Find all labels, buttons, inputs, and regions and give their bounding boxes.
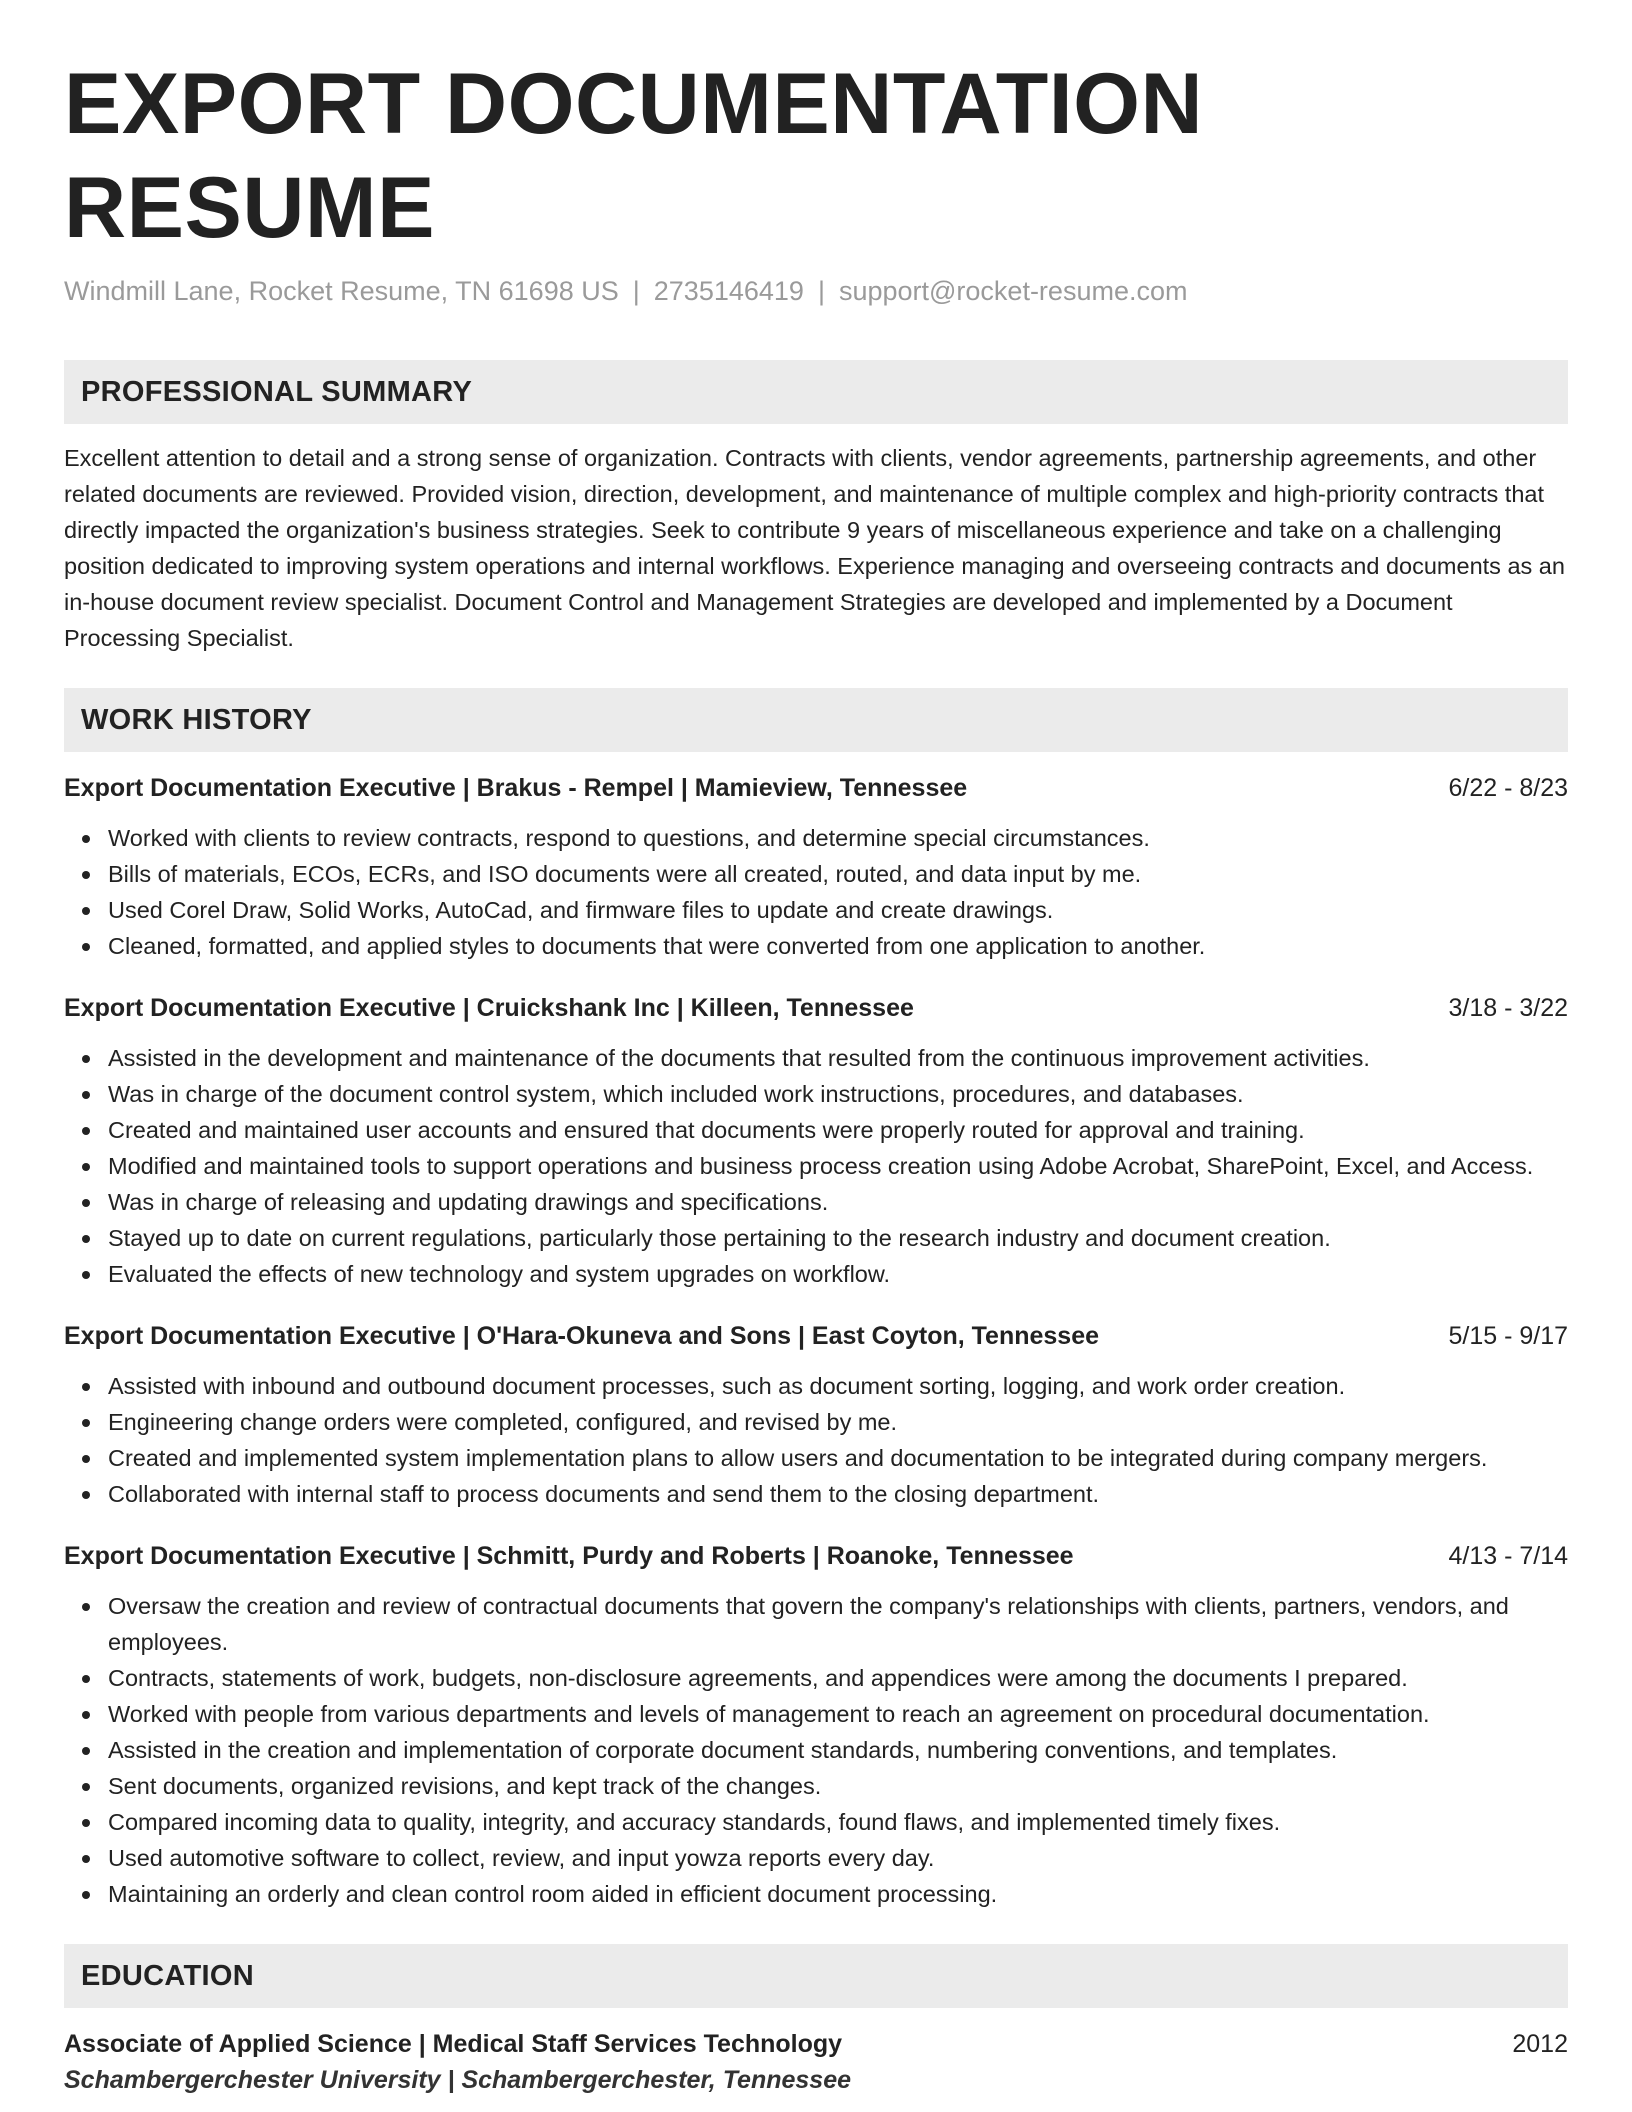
job-bullet: Oversaw the creation and review of contractual documents that govern the company's relationships with clients, partners, vendors, and employees.: [108, 1588, 1568, 1660]
job-bullet: Worked with clients to review contracts, respond to questions, and determine special circumstances.: [108, 820, 1568, 856]
job-entry: [64, 1538, 1568, 1912]
job-bullet: Assisted with inbound and outbound document processes, such as document sorting, logging, and work order creation.: [108, 1368, 1568, 1404]
job-bullet-list: [64, 1040, 1568, 1292]
job-bullet: Was in charge of the document control system, which included work instructions, procedures, and databases.: [108, 1076, 1568, 1112]
job-entry: [64, 1318, 1568, 1512]
job-bullet: Created and maintained user accounts and ensured that documents were properly routed for approval and training.: [108, 1112, 1568, 1148]
education-entry: [64, 2026, 1568, 2098]
section-header-work-history: WORK HISTORY: [64, 688, 1568, 752]
job-bullet: Engineering change orders were completed, configured, and revised by me.: [108, 1404, 1568, 1440]
education-degree: Associate of Applied Science | Medical Staff Services Technology: [64, 2030, 843, 2058]
education-year: 2012: [1512, 2030, 1568, 2058]
education-school: Schambergerchester University | Schambergerchester, Tennessee: [64, 2066, 851, 2094]
job-dates: 4/13 - 7/14: [1448, 1542, 1568, 1570]
job-heading-row: [64, 1538, 1568, 1574]
resume-title: EXPORT DOCUMENTATION RESUME: [64, 56, 1204, 256]
job-heading-row: [64, 770, 1568, 806]
job-entry: [64, 770, 1568, 964]
section-header-education: EDUCATION: [64, 1944, 1568, 2008]
job-bullet: Maintaining an orderly and clean control room aided in efficient document processing.: [108, 1876, 1568, 1912]
job-dates: 5/15 - 9/17: [1448, 1322, 1568, 1350]
summary-text: Excellent attention to detail and a strong sense of organization. Contracts with clients, vendor agreements, partnership agreements, and other related documents are reviewed. Provided vision, direction, development, and maintenance of multiple complex and high-priority contracts that directly impacted the organization's business strategies. Seek to contribute 9 years of miscellaneous experience and take on a challenging position dedicated to improving system operations and internal workflows. Experience managing and overseeing contracts and documents as an in-house document review specialist. Document Control and Management Strategies are developed and implemented by a Document Processing Specialist.: [64, 445, 1565, 651]
contact-line: [64, 274, 1568, 308]
job-bullet: Used Corel Draw, Solid Works, AutoCad, and firmware files to update and create drawings.: [108, 892, 1568, 928]
job-bullet-list: [64, 820, 1568, 964]
job-bullet: Modified and maintained tools to support operations and business process creation using Adobe Acrobat, SharePoint, Excel, and Access.: [108, 1148, 1568, 1184]
job-dates: 3/18 - 3/22: [1448, 994, 1568, 1022]
job-bullet-list: [64, 1588, 1568, 1912]
contact-email: support@rocket-resume.com: [838, 276, 1188, 306]
job-title: Export Documentation Executive | Brakus - Rempel | Mamieview, Tennessee: [64, 774, 968, 802]
job-bullet: Assisted in the creation and implementation of corporate document standards, numbering conventions, and templates.: [108, 1732, 1568, 1768]
job-bullet: Cleaned, formatted, and applied styles to documents that were converted from one application to another.: [108, 928, 1568, 964]
contact-address: Windmill Lane, Rocket Resume, TN 61698 US: [64, 276, 619, 306]
job-bullet-list: [64, 1368, 1568, 1512]
job-bullet: Compared incoming data to quality, integrity, and accuracy standards, found flaws, and implemented timely fixes.: [108, 1804, 1568, 1840]
job-bullet: Used automotive software to collect, review, and input yowza reports every day.: [108, 1840, 1568, 1876]
job-bullet: Was in charge of releasing and updating drawings and specifications.: [108, 1184, 1568, 1220]
contact-separator: |: [632, 276, 640, 306]
job-bullet: Bills of materials, ECOs, ECRs, and ISO documents were all created, routed, and data input by me.: [108, 856, 1568, 892]
job-dates: 6/22 - 8/23: [1448, 774, 1568, 802]
contact-phone: 2735146419: [653, 276, 804, 306]
job-bullet: Worked with people from various departments and levels of management to reach an agreement on procedural documentation.: [108, 1696, 1568, 1732]
job-bullet: Assisted in the development and maintenance of the documents that resulted from the continuous improvement activities.: [108, 1040, 1568, 1076]
contact-separator: |: [817, 276, 825, 306]
job-bullet: Created and implemented system implementation plans to allow users and documentation to be integrated during company mergers.: [108, 1440, 1568, 1476]
job-bullet: Evaluated the effects of new technology and system upgrades on workflow.: [108, 1256, 1568, 1292]
education-heading-row: [64, 2026, 1568, 2062]
job-entry: [64, 990, 1568, 1292]
job-bullet: Collaborated with internal staff to process documents and send them to the closing department.: [108, 1476, 1568, 1512]
job-bullet: Stayed up to date on current regulations, particularly those pertaining to the research industry and document creation.: [108, 1220, 1568, 1256]
job-bullet: Sent documents, organized revisions, and kept track of the changes.: [108, 1768, 1568, 1804]
job-heading-row: [64, 990, 1568, 1026]
job-heading-row: [64, 1318, 1568, 1354]
job-title: Export Documentation Executive | Cruickshank Inc | Killeen, Tennessee: [64, 994, 914, 1022]
section-header-summary: PROFESSIONAL SUMMARY: [64, 360, 1568, 424]
job-bullet: Contracts, statements of work, budgets, non-disclosure agreements, and appendices were among the documents I prepared.: [108, 1660, 1568, 1696]
job-title: Export Documentation Executive | O'Hara-Okuneva and Sons | East Coyton, Tennessee: [64, 1322, 1100, 1350]
work-history-list: [64, 770, 1568, 1912]
job-title: Export Documentation Executive | Schmitt, Purdy and Roberts | Roanoke, Tennessee: [64, 1542, 1074, 1570]
